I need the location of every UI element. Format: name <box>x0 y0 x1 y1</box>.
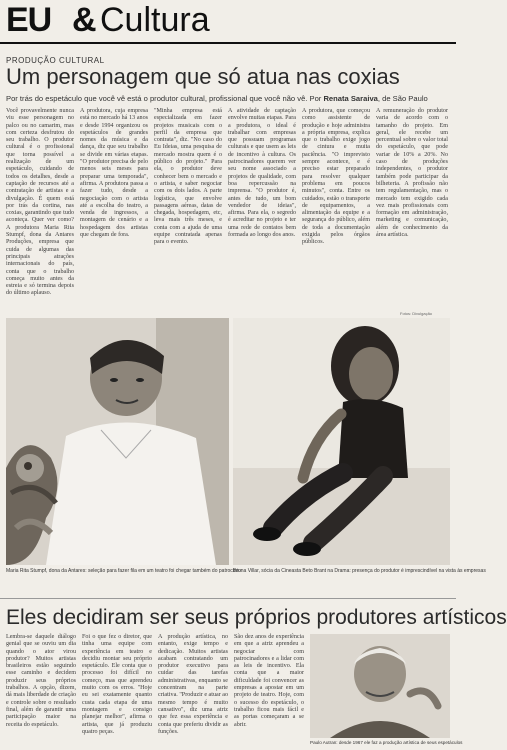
standfirst-lead: Por trás do espetáculo que você vê está o produtor cultural, profissional que você não vê. Por <box>6 94 324 103</box>
masthead <box>0 0 456 52</box>
article1-column-1: Você provavelmente nunca viu esse personagem no palco ou no camarim, mas com certeza desfrutou do seu trabalho. O produtor cultural é o profissional que torna possível a realização de um espetáculo, cuidando de todos os detalhes, desde a captação de recursos até a contratação de artistas e a divulgação. É quem está por trás da cortina, nas coxias, garantindo que tudo aconteça. Quer ver como? A produtora Maria Rita Stumpf, dona da Antares Produções, empresa que cuida de algumas das principais atrações internacionais do país, conta que o trabalho começa muito antes da estreia e só termina depois do último aplauso. <box>6 108 74 297</box>
masthead-rule <box>0 42 456 44</box>
photo-bruna-villar <box>233 318 450 565</box>
photo-illustration <box>310 634 450 738</box>
masthead-eu: EU <box>6 1 52 39</box>
standfirst <box>6 94 456 103</box>
headline-2: Eles decidiram ser seus próprios produtores artísticos <box>6 606 507 629</box>
standfirst-place: , de São Paulo <box>377 94 428 103</box>
photo-paulo-autran <box>310 634 450 738</box>
article2-column-1: Lembra-se daquele diálogo genial que se ouviu um dia quando o ator virou produtor? Muitos artistas brasileiros estão seguindo esse caminho e decidem produzir seus próprios trabalhos. A opção, dizem, dá mais liberdade de criação e controle sobre o resultado final, além de garantir uma participação maior na receita do espetáculo. <box>6 634 76 728</box>
article1-column-5: A produtora, que começou como assistente de produção e hoje administra a própria empresa, explica que o trabalho exige jogo de cintura e muita paciência. "O imprevisto sempre acontece, e é preciso estar preparado para resolver qualquer problema em poucos minutos", conta. Entre os cuidados, estão o transporte de equipamentos, a alimentação da equipe e a segurança do público, além de toda a documentação exigida pelos órgãos públicos. <box>302 108 370 246</box>
article1-column-2: A produtora, cuja empresa está no mercado há 13 anos e desde 1994 organizou os espetáculos de grandes nomes da música e da dança, diz que seu trabalho se divide em várias etapas. "O produtor precisa de pelo menos seis meses para preparar uma temporada", afirma. A produtora passa a fazer tudo, desde a negociação com o artista até a escolha do teatro, a venda de ingressos, a montagem de cenário e a hospedagem dos artistas que chegam de fora. <box>80 108 148 239</box>
article2-column-3: A produção artística, no entanto, exige tempo e dedicação. Muitos artistas acabam contratando um produtor executivo para cuidar das tarefas administrativas, enquanto se concentram na parte criativa. "Produzir e atuar ao mesmo tempo é muito cansativo", diz uma atriz que fez essa experiência e conta que preferiu dividir as funções. <box>158 634 228 735</box>
article1-column-6: A remuneração do produtor varia de acordo com o tamanho do projeto. Em geral, ele recebe um percentual sobre o valor total do espetáculo, que pode variar de 10% a 20%. No caso de produções independentes, o produtor também pode participar da bilheteria. A profissão não tem regulamentação, mas o mercado tem exigido cada vez mais profissionais com formação em administração, marketing e comunicação, além de conhecimento da área artística. <box>376 108 448 239</box>
article2-column-4: São dez anos de experiência em que a atriz aprendeu a negociar com patrocinadores e a lidar com as leis de incentivo. Ela conta que a maior dificuldade foi convencer as empresas a apostar em um projeto de teatro. Hoje, com o sucesso do espetáculo, o trabalho ficou mais fácil e as portas começaram a se abrir. <box>234 634 304 728</box>
photo-maria-rita-stumpf <box>6 318 229 565</box>
section-label: PRODUÇÃO CULTURAL <box>6 56 105 65</box>
caption-left: Maria Rita Stumpf, dona da Antares: seleção para fazer fila em um teatro foi chegar também do patrocínio <box>6 568 241 574</box>
article2-column-2: Foi o que fez o diretor, que tinha uma equipe com experiência em teatro e decidiu montar seu próprio espetáculo. Ele conta que o processo foi difícil no começo, mas que aprendeu muito com os erros. "Hoje eu sei exatamente quanto custa cada etapa de uma montagem e consigo planejar melhor", afirma o artista, que já produziu quatro peças. <box>82 634 152 735</box>
masthead-ampersand: & <box>72 1 97 39</box>
article1-column-3: "Minha empresa está especializada em fazer projetos musicais com o perfil da empresa que contrata", diz. "No caso do Eu Ideias, uma pesquisa de mercado mostra quem é o público do projeto." Para ela, o produtor deve conhecer bem o mercado e o artista, e saber negociar com os dois lados. A parte logística, que envolve passagens aéreas, datas de chegada, hospedagem, etc, leva mais três meses, e conta com a ajuda de uma equipe contratada apenas para o evento. <box>154 108 222 246</box>
section-divider <box>0 598 456 599</box>
photo-credit: Fotos: Divulgação <box>400 311 433 316</box>
article1-column-4: A atividade de captação envolve muitas etapas. Para a produtora, o ideal é trabalhar com empresas que possuam programas culturais e que usem as leis de incentivo à cultura. Os patrocinadores querem ver seu nome associado a projetos de qualidade, com boa repercussão na imprensa. "O produtor é, antes de tudo, um bom vendedor de ideias", afirma. Para ela, o segredo é acreditar no projeto e ter uma rede de contatos bem formada ao longo dos anos. <box>228 108 296 239</box>
headline: Um personagem que só atua nas coxias <box>6 64 400 89</box>
photo-illustration <box>233 318 450 565</box>
standfirst-author: Renata Saraiva <box>323 94 378 103</box>
masthead-cultura: Cultura <box>100 1 210 39</box>
photo-illustration <box>6 318 229 565</box>
caption-right: Bruna Villar, sócia da Cineasta Beto Brant na Drama: presença do produtor é imprescindível na vista às empresas <box>233 568 486 574</box>
caption-paulo-autran: Paulo Autran: desde 1967 ele faz a produção artística de seus espetáculos <box>310 740 463 745</box>
